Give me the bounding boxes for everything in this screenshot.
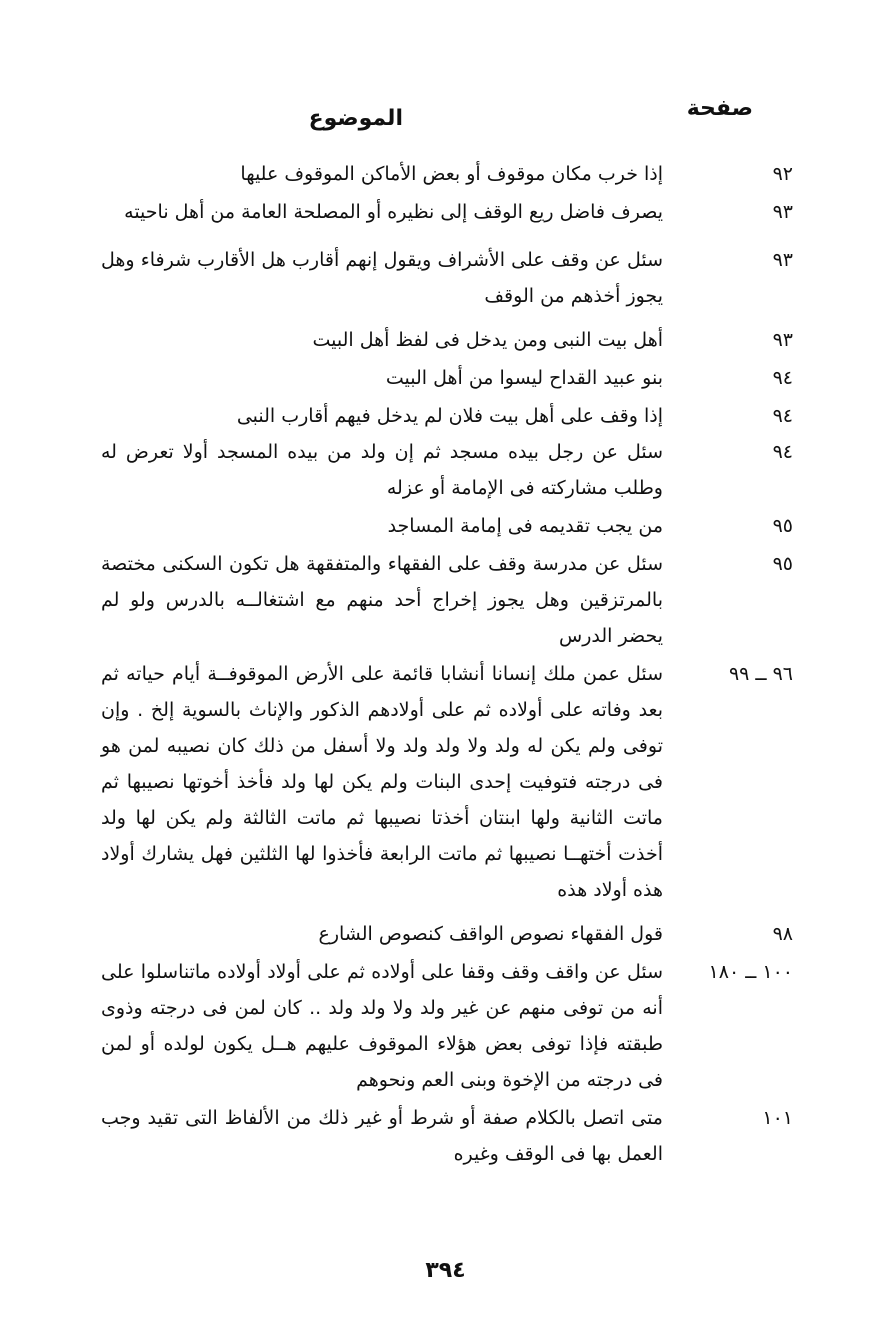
entry-page-number: ٩٦ ــ ٩٩ [728, 663, 793, 685]
entry-page-number: ٩٥ [772, 553, 793, 575]
entry-topic: يصرف فاضل ريع الوقف إلى نظيره أو المصلحة العامة من أهل ناحيته [124, 201, 663, 223]
entry-topic: سئل عن رجل بيده مسجد ثم إن ولد من بيده المسجد أولا تعرض له وطلب مشاركته فى الإمامة أو عزله [101, 441, 663, 499]
entry-page-number: ٩٤ [772, 405, 793, 427]
entry-topic: إذا خرب مكان موقوف أو بعض الأماكن الموقوف عليها [240, 163, 663, 185]
entry-page-number: ٩٣ [772, 329, 793, 351]
index-entry [0, 916, 891, 952]
index-entry [0, 434, 891, 506]
entry-page-number: ٩٤ [772, 441, 793, 463]
entry-topic: سئل عمن ملك إنسانا أنشابا قائمة على الأرض الموقوفــة أيام حياته ثم بعد وفاته على أولاده ثم على أولادهم الذكور والإناث بالسوية إلخ . وإن توفى ولم يكن له ولد ولا ولد ولد ولا أسفل من ذلك كان نصيبه لمن هو فى درجته فتوفيت إحدى البنات ولم يكن لها ولد فأخذ أخوتها نصيبها ثم ماتت الثانية ولها ابنتان أخذتا نصيبها ثم ماتت الثالثة ولم يكن لها ولد أخذت أختهــا نصيبها ثم ماتت الرابعة فأخذوا لها الثلثين فهل يشارك أولاد هذه أولاد هذه [101, 663, 663, 901]
index-entry [0, 156, 891, 192]
entry-topic: أهل بيت النبى ومن يدخل فى لفظ أهل البيت [312, 329, 663, 351]
index-entry [0, 242, 891, 314]
page-number: ٣٩٤ [425, 1258, 466, 1283]
entry-topic: متى اتصل بالكلام صفة أو شرط أو غير ذلك من الألفاظ التى تقيد وجب العمل بها فى الوقف وغيره [101, 1107, 663, 1165]
entry-topic: سئل عن وقف على الأشراف ويقول إنهم أقارب هل الأقارب شرفاء وهل يجوز أخذهم من الوقف [101, 249, 663, 307]
index-entry [0, 656, 891, 908]
index-entries [0, 156, 891, 1172]
index-entry [0, 508, 891, 544]
entry-page-number: ١٠١ [762, 1107, 793, 1129]
entry-page-number: ٩٤ [772, 367, 793, 389]
entry-topic: سئل عن واقف وقف وقفا على أولاده ثم على أولاد أولاده ماتناسلوا على أنه من توفى منهم عن غير ولد ولا ولد ولد .. كان لمن فى درجته وذوى طبقته فإذا توفى بعض هؤلاء الموقوف عليهم هــل يكون لولده أو لمن فى درجته من الإخوة وبنى العم ونحوهم [101, 961, 663, 1091]
index-entry [0, 398, 891, 434]
entry-topic: قول الفقهاء نصوص الواقف كنصوص الشارع [318, 923, 663, 945]
index-entry [0, 360, 891, 396]
entry-page-number: ٩٥ [772, 515, 793, 537]
index-header [0, 96, 891, 136]
index-entry [0, 546, 891, 654]
index-entry [0, 322, 891, 358]
entry-page-number: ٩٣ [772, 201, 793, 223]
entry-page-number: ١٠٠ ــ ١٨٠ [708, 961, 793, 983]
entry-topic: إذا وقف على أهل بيت فلان لم يدخل فيهم أقارب النبى [236, 405, 663, 427]
index-entry [0, 194, 891, 230]
entry-page-number: ٩٢ [772, 163, 793, 185]
index-entry [0, 1100, 891, 1172]
entry-topic: بنو عبيد القداح ليسوا من أهل البيت [385, 367, 663, 389]
entry-page-number: ٩٨ [772, 923, 793, 945]
entry-topic: من يجب تقديمه فى إمامة المساجد [387, 515, 663, 537]
index-entry [0, 954, 891, 1098]
entry-topic: سئل عن مدرسة وقف على الفقهاء والمتفقهة هل تكون السكنى مختصة بالمرتزقين وهل يجوز إخراج أحد منهم مع اشتغالــه بالدرس ولو لم يحضر الدرس [101, 553, 663, 647]
page-column-heading: صفحة [686, 96, 753, 121]
entry-page-number: ٩٣ [772, 249, 793, 271]
topic-column-heading: الموضوع [308, 106, 403, 131]
